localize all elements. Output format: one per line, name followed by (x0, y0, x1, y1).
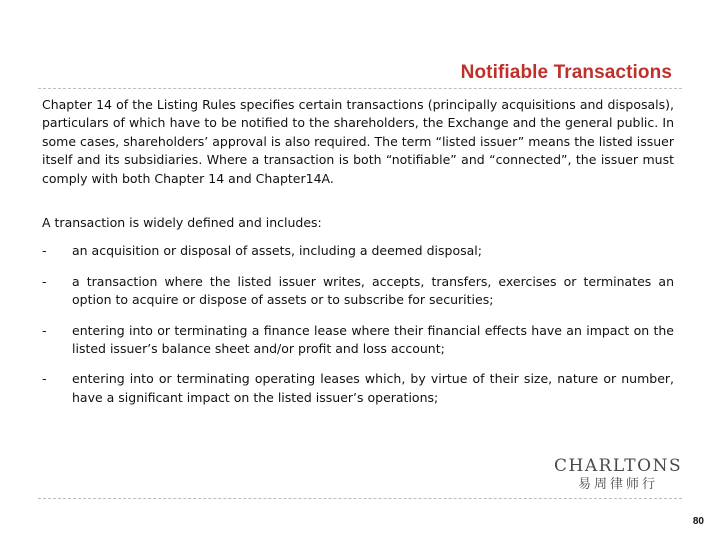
slide-content (42, 96, 674, 419)
bullet-dash: - (42, 322, 47, 338)
bullet-dash: - (42, 243, 47, 259)
bullet-dash: - (42, 273, 47, 289)
bullet-list (42, 242, 674, 407)
list-item (42, 273, 674, 310)
list-item (42, 370, 674, 407)
bullet-text: a transaction where the listed issuer writes, accepts, transfers, exercises or terminates an option to acquire or dispose of assets or to subscribe for securities; (72, 273, 674, 308)
list-intro: A transaction is widely defined and includes: (42, 215, 322, 231)
top-divider (38, 88, 682, 89)
slide-title: Notifiable Transactions (460, 62, 672, 83)
bullet-text: an acquisition or disposal of assets, including a deemed disposal; (72, 243, 482, 259)
bottom-divider (38, 498, 682, 499)
bullet-text: entering into or terminating a finance lease where their financial effects have an impact on the listed issuer’s balance sheet and/or profit and loss account; (72, 322, 674, 357)
list-item (42, 322, 674, 359)
logo-wordmark: CHARLTONS (554, 456, 683, 476)
list-item (42, 242, 674, 260)
body-paragraph: Chapter 14 of the Listing Rules specifies certain transactions (principally acquisitions and disposals), particulars of which have to be notified to the shareholders, the Exchange and the general public. In some cases, shareholders’ approval is also required. The term “listed issuer” means the listed issuer itself and its subsidiaries. Where a transaction is both “notifiable” and “connected”, the issuer must comply with both Chapter 14 and Chapter14A. (42, 97, 674, 186)
charltons-logo (554, 456, 682, 494)
bullet-text: entering into or terminating operating leases which, by virtue of their size, nature or number, have a significant impact on the listed issuer’s operations; (72, 371, 674, 405)
page-number: 80 (692, 516, 704, 527)
logo-chinese-name: 易周律师行 (577, 477, 658, 492)
bullet-dash: - (42, 371, 47, 387)
